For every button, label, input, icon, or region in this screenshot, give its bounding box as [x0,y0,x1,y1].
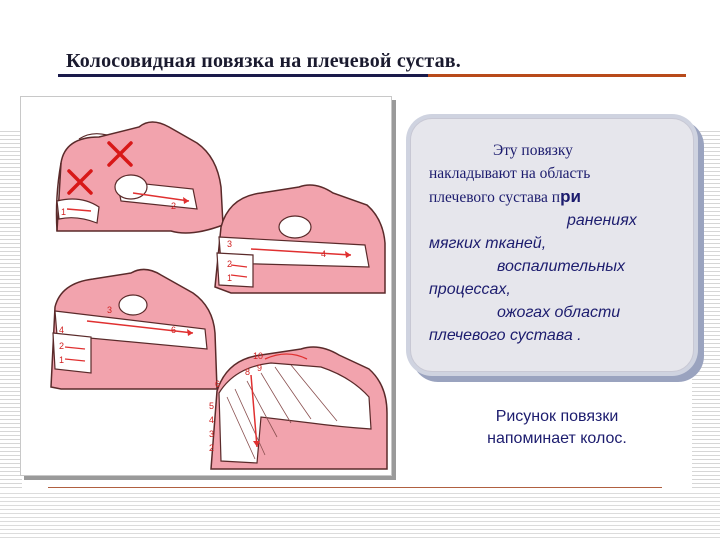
panel4-number: 2 [209,443,215,453]
panel3-number: 2 [59,341,65,351]
panel1-number: 2 [171,201,177,211]
caption-line2: напоминает колос. [487,430,627,447]
footer-divider [48,487,662,488]
caption-line1: Рисунок повязки [495,408,619,425]
info-intro [429,139,681,209]
list-item-2a: воспалительных [497,258,626,275]
panel3-number: 4 [59,325,65,335]
panel2-number: 1 [227,273,233,283]
slide-title: Колосовидная повязка на плечевой сустав. [66,50,462,72]
panel2-number: 3 [227,239,233,249]
info-intro-line3-end: ри [560,187,581,206]
panel2-number: 4 [321,249,327,259]
illustration-panel-1 [57,122,224,233]
panel3-number: 3 [107,305,113,315]
panel4-number: 9 [257,363,263,373]
panel4-number: 10 [253,351,264,361]
title-underline-dark [58,74,428,77]
info-card-text [429,139,681,347]
info-intro-line1: Эту повязку [493,142,573,159]
list-item-1a: ранениях [567,212,637,229]
info-intro-line2: накладывают на область [429,165,591,182]
info-card [410,118,694,372]
panel3-number: 1 [59,355,65,365]
panel3-number: 6 [171,325,177,335]
illustration-panel-3 [51,269,217,389]
list-item-2b: процессах, [429,281,511,298]
panel4-number: 6 [215,379,221,389]
panel4-number: 8 [245,367,251,377]
right-stripe-decoration [692,128,720,490]
title-underline-red [428,74,686,77]
panel1-number: 1 [61,207,67,217]
info-intro-line3-start: плечевого сустава п [429,189,561,206]
left-stripe-decoration [0,128,22,490]
illustration-panel-4 [209,347,387,469]
panel4-number: 5 [209,401,215,411]
list-item-3b: плечевого сустава . [429,327,582,344]
bottom-stripe-decoration [0,490,720,540]
panel2-number: 2 [227,259,233,269]
bandage-illustration [20,96,392,476]
list-item-1b: мягких тканей, [429,235,547,252]
panel4-number: 3 [209,429,215,439]
info-intro-line3 [429,185,681,209]
panel4-number: 4 [209,415,215,425]
list-item-3a: ожогах области [497,304,621,321]
figure-caption [452,406,662,450]
illustration-panel-2 [215,185,385,293]
